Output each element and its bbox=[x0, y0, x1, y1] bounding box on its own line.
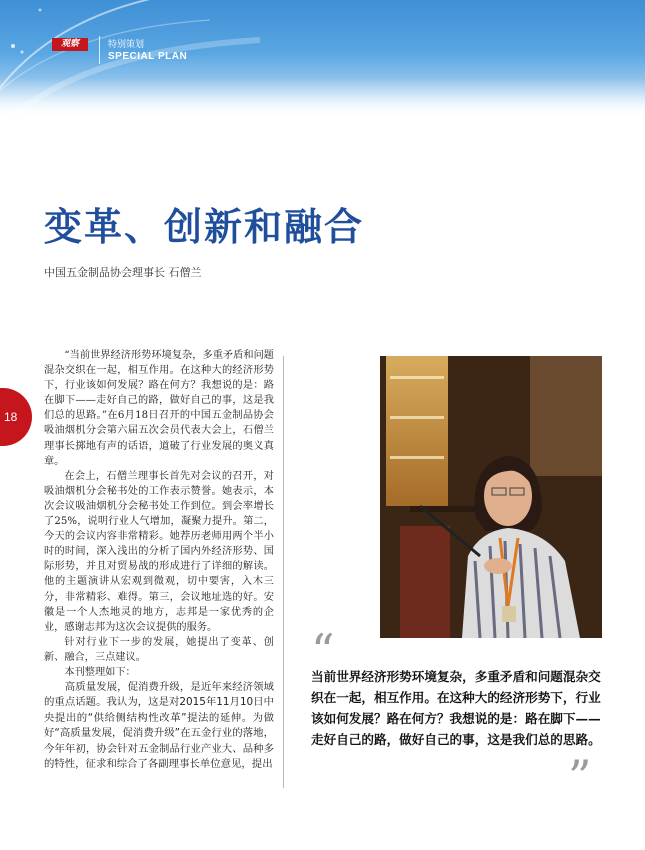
article-byline: 中国五金制品协会理事长 石僧兰 bbox=[44, 266, 202, 279]
column-divider bbox=[283, 356, 284, 788]
open-quote-mark: “ bbox=[311, 624, 335, 678]
body-paragraph: 针对行业下一步的发展，她提出了变革、创新、融合，三点建议。 bbox=[44, 636, 274, 663]
body-paragraph: “当前世界经济形势环境复杂，多重矛盾和问题混杂交织在一起，相互作用。在这种大的经济形势下，行业该如何发展？路在何方？我想说的是：路在脚下——走好自己的路，做好自己的事，这是我们总的思路。”在6月18日召开的中国五金制品协会吸油烟机分会第六届五次会员代表大会上，石僧兰理事长掷地有声的话语，道破了行业发展的奥义真章。 bbox=[44, 350, 274, 467]
close-quote-mark: ” bbox=[568, 750, 592, 804]
page-number: 18 bbox=[4, 410, 18, 424]
column-title-cn: 特别策划 bbox=[108, 40, 145, 50]
column-title-en: SPECIAL PLAN bbox=[108, 51, 188, 62]
body-paragraph: 本刊整理如下： bbox=[64, 666, 136, 678]
body-paragraph: 高质量发展，促消费升级，是近年来经济领域的重点话题。我认为，这是对2015年11月10日中央提出的“供给侧结构性改革”提法的延伸。为做好“高质量发展，促消费升级”在五金行业的落地，今年年初，协会针对五金制品行业产业大、品种多的特性，征求和综合了各副理事长单位意见，提出 bbox=[44, 681, 274, 771]
header-band bbox=[0, 0, 645, 118]
column-tag: 观察 bbox=[52, 38, 88, 51]
article-title: 变革、创新和融合 bbox=[44, 204, 365, 249]
body-paragraph: 在会上，石僧兰理事长首先对会议的召开，对吸油烟机分会秘书处的工作表示赞誉。她表示，本次会议吸油烟机分会秘书处工作到位。到会率增长了25%，说明行业人气增加，凝聚力提升。第二，今天的会议内容非常精彩。她荐历老师用两个半小时的时间，深入浅出的分析了国内外经济形势、国际形势，并且对贸易战的形成进行了详细的解读。他的主题演讲从宏观到微观，切中要害，入木三分，非常精彩、难得。第三，会议地址选的好。安徽是一个人杰地灵的地方，志邦是一家优秀的企业，感谢志邦为这次会议提供的服务。 bbox=[44, 470, 274, 633]
article-body bbox=[44, 348, 274, 773]
header-divider bbox=[99, 36, 100, 64]
speaker-photo bbox=[380, 356, 602, 638]
pull-quote: 当前世界经济形势环境复杂，多重矛盾和问题混杂交织在一起，相互作用。在这种大的经济形势下，行业该如何发展？路在何方？我想说的是：路在脚下——走好自己的路，做好自己的事，这是我们总的思路。 bbox=[311, 669, 601, 747]
